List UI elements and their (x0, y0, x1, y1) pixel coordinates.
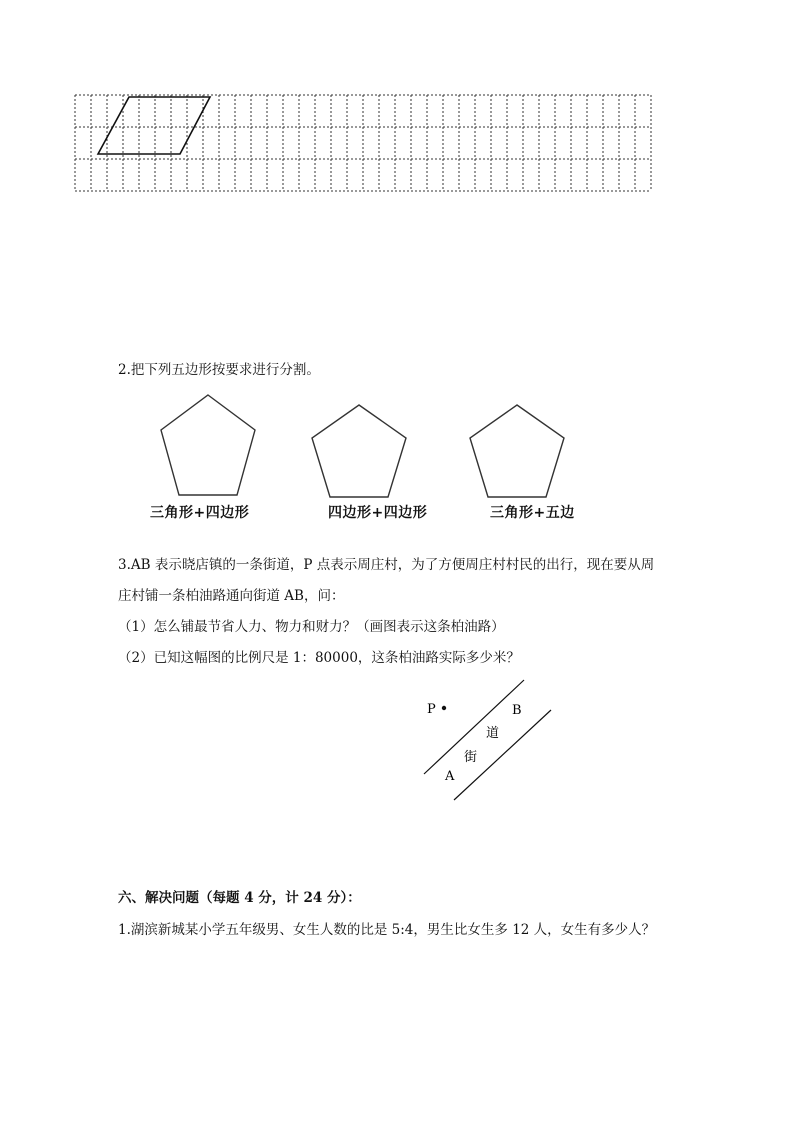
street-char-jie: 街 (464, 750, 478, 765)
pentagon-2 (308, 402, 410, 500)
point-p-dot (442, 706, 446, 710)
question-3-line2: 庄村铺一条柏油路通向街道 AB，问： (118, 588, 345, 604)
question-2-text: 2.把下列五边形按要求进行分割。 (118, 362, 320, 378)
street-char-dao: 道 (486, 726, 500, 741)
pentagon-3-label: 三角形+五边 (490, 505, 575, 521)
section-6-heading: 六、解决问题（每题 4 分，计 24 分）： (118, 890, 361, 906)
pentagon-1-label: 三角形+四边形 (150, 505, 250, 521)
question-3-sub2: （2）已知这幅图的比例尺是 1：80000，这条柏油路实际多少米？ (118, 650, 520, 666)
parallelogram-shape (98, 97, 210, 154)
pentagon-3 (466, 402, 568, 500)
point-b-label: B (512, 703, 522, 718)
grid-lines (75, 95, 651, 191)
dotted-grid-figure (74, 92, 652, 194)
street-map-figure (410, 672, 560, 807)
question-3-line1: 3.AB 表示晓店镇的一条街道，P 点表示周庄村，为了方便周庄村村民的出行，现在要从周 (118, 557, 655, 573)
point-p-label: P (427, 702, 436, 717)
pentagon-2-label: 四边形+四边形 (328, 505, 428, 521)
pentagon-1 (157, 392, 259, 498)
question-3-sub1: （1）怎么铺最节省人力、物力和财力？（画图表示这条柏油路） (118, 619, 505, 635)
point-a-label: A (445, 769, 455, 784)
section-6-question-1: 1.湖滨新城某小学五年级男、女生人数的比是 5:4，男生比女生多 12 人，女生有多少人？ (118, 922, 656, 938)
